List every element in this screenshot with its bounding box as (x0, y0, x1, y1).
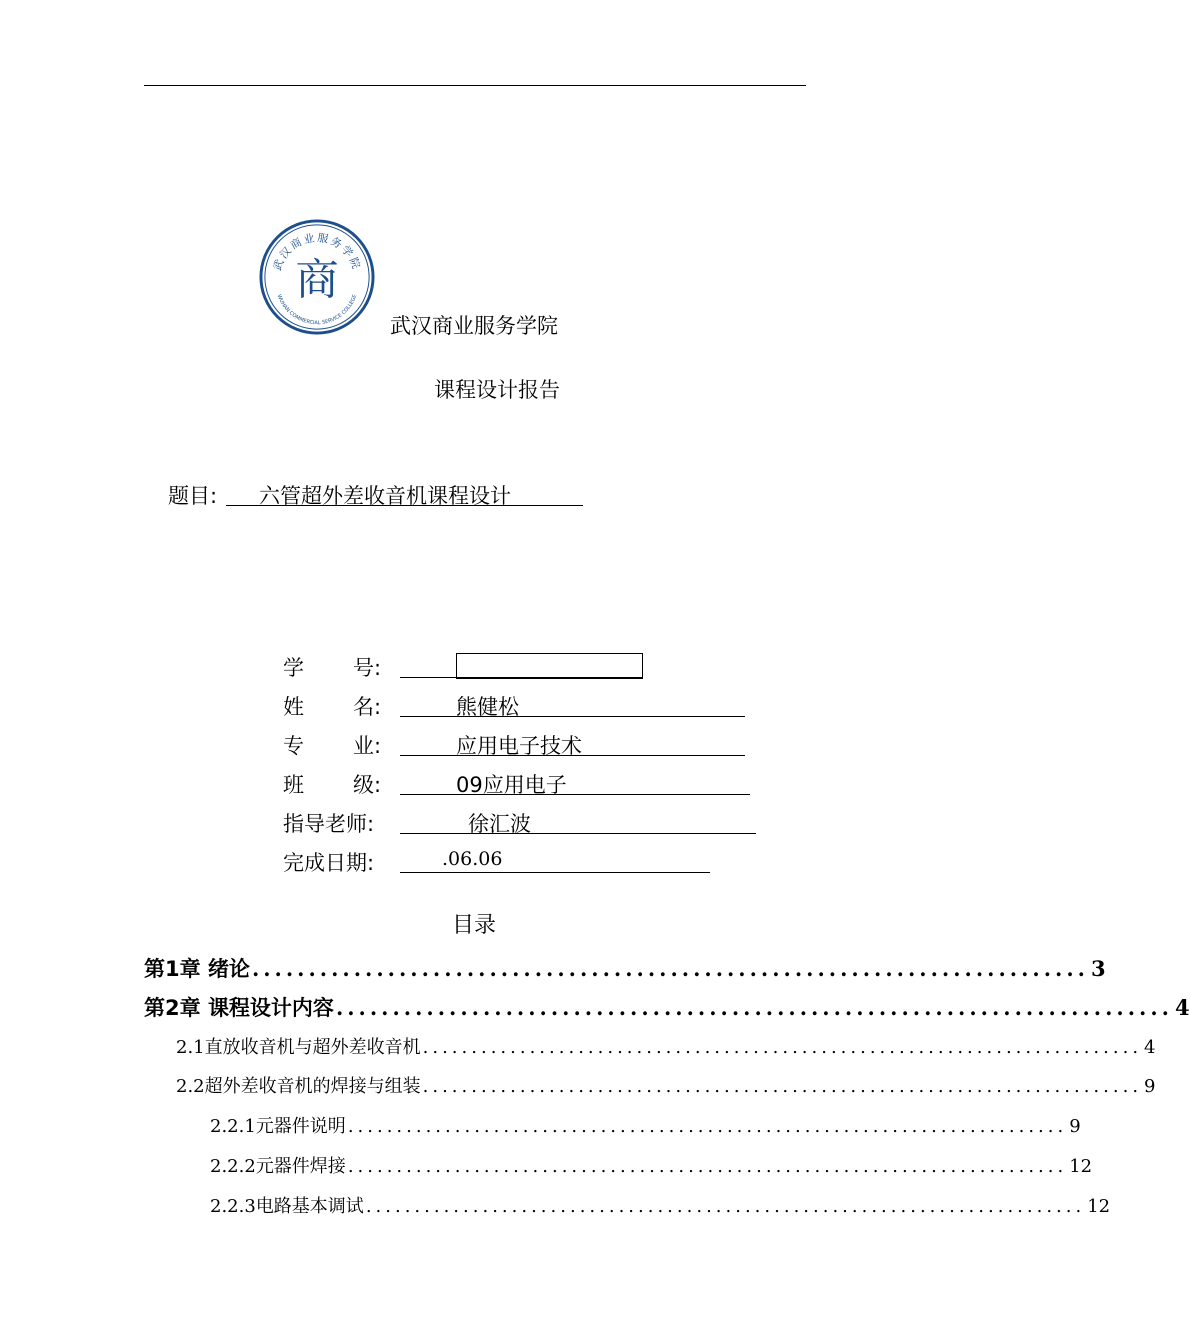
toc-entry[interactable]: 2.2.2元器件焊接 .......................................................................... 12 (210, 1156, 1093, 1177)
date-value: .06.06 (442, 848, 503, 870)
advisor-value: 徐汇波 (468, 812, 531, 836)
name-value: 熊健松 (456, 695, 519, 719)
toc-entry[interactable]: 第1章 绪论 .......................................................................... 3 (144, 956, 1106, 981)
report-type: 课程设计报告 (434, 378, 560, 402)
toc-entry[interactable]: 2.2.3电路基本调试 .......................................................................... 12 (210, 1196, 1111, 1217)
toc-entry[interactable]: 2.2超外差收音机的焊接与组装 .......................................................................... 9 (176, 1076, 1156, 1097)
topic-field (226, 480, 583, 506)
class-value: 09应用电子 (456, 773, 567, 797)
topic-value: 六管超外差收音机课程设计 (259, 484, 511, 508)
name-field (400, 691, 745, 717)
major-value: 应用电子技术 (456, 734, 582, 758)
class-field (400, 769, 750, 795)
header-rule (144, 85, 806, 86)
toc-title: 目录 (452, 913, 497, 938)
svg-text:WUHAN COMMERCIAL SERVICE COLLE: WUHAN COMMERCIAL SERVICE COLLEGE (275, 293, 359, 327)
toc-entry[interactable]: 2.2.1元器件说明 .......................................................................... 9 (210, 1116, 1081, 1137)
svg-text:武汉商业服务学院: 武汉商业服务学院 (270, 231, 364, 273)
toc-entry[interactable]: 第2章 课程设计内容 .......................................................................... 4 (144, 995, 1190, 1020)
topic-label: 题目: (168, 484, 218, 508)
date-field (400, 847, 710, 873)
college-name: 武汉商业服务学院 (390, 314, 558, 338)
college-seal-logo (258, 218, 376, 336)
toc-entry[interactable]: 2.1直放收音机与超外差收音机 .......................................................................... 4 (176, 1037, 1156, 1058)
advisor-field (400, 808, 756, 834)
major-field (400, 730, 745, 756)
student-id-box (456, 653, 643, 679)
svg-text:商: 商 (295, 255, 339, 306)
